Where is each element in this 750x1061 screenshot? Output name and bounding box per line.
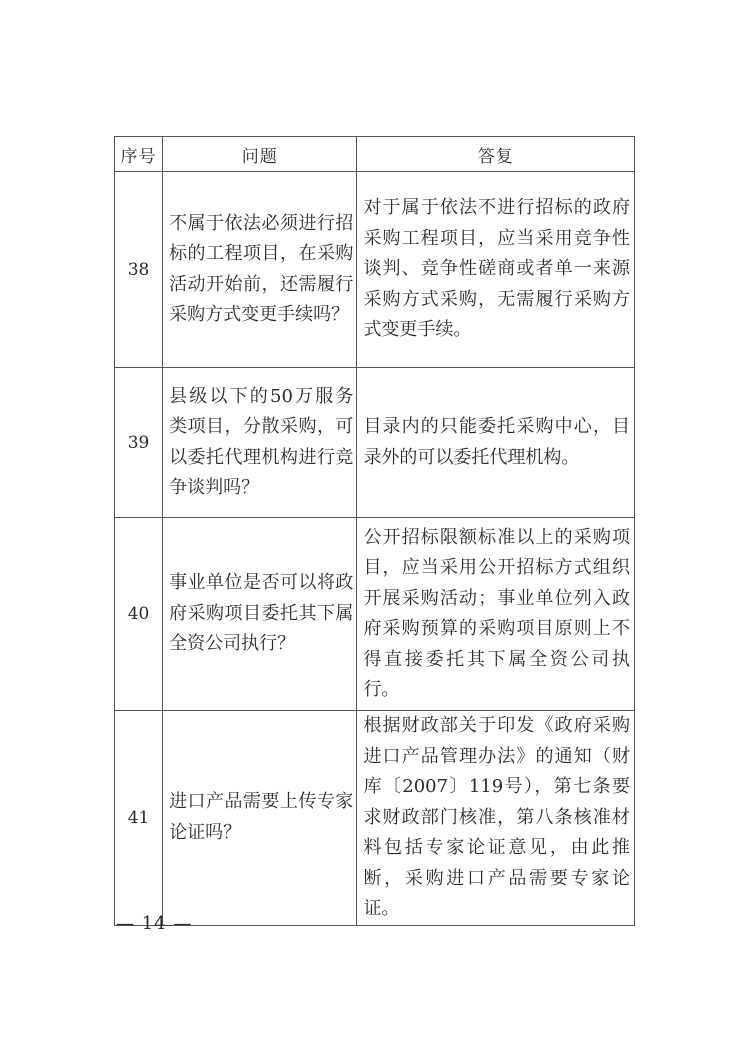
question-cell bbox=[163, 368, 357, 518]
header-answer: 答复 bbox=[357, 137, 635, 172]
table-row bbox=[115, 711, 635, 926]
answer-cell bbox=[357, 172, 635, 368]
question-cell bbox=[163, 518, 357, 711]
header-question: 问题 bbox=[163, 137, 357, 172]
page-number: — 14 — bbox=[116, 913, 193, 934]
question-text: 不属于依法必须进行招标的工程项目，在采购活动开始前，还需履行采购方式变更手续吗？ bbox=[169, 212, 354, 325]
table-row bbox=[115, 172, 635, 368]
table-header-row bbox=[115, 137, 635, 172]
question-text: 县级以下的50万服务类项目，分散采购，可以委托代理机构进行竞争谈判吗？ bbox=[169, 385, 354, 498]
answer-text: 根据财政部关于印发《政府采购进口产品管理办法》的通知（财库〔2007〕119号），第七条要求财政部门核准，第八条核准材料包括专家论证意见，由此推断，采购进口产品需要专家论证。 bbox=[363, 715, 630, 919]
row-number: 40 bbox=[115, 518, 163, 711]
qa-table bbox=[114, 136, 635, 926]
question-cell bbox=[163, 711, 357, 926]
header-number: 序号 bbox=[115, 137, 163, 172]
question-text: 进口产品需要上传专家论证吗？ bbox=[169, 791, 354, 843]
answer-cell bbox=[357, 368, 635, 518]
table-row bbox=[115, 518, 635, 711]
row-number: 39 bbox=[115, 368, 163, 518]
answer-cell bbox=[357, 518, 635, 711]
answer-text: 目录内的只能委托采购中心，目录外的可以委托代理机构。 bbox=[363, 416, 630, 468]
row-number: 41 bbox=[115, 711, 163, 926]
question-text: 事业单位是否可以将政府采购项目委托其下属全资公司执行？ bbox=[169, 572, 354, 655]
question-cell bbox=[163, 172, 357, 368]
table-row bbox=[115, 368, 635, 518]
answer-text: 对于属于依法不进行招标的政府采购工程项目，应当采用竞争性谈判、竞争性磋商或者单一来源采购方式采购，无需履行采购方式变更手续。 bbox=[363, 197, 630, 341]
answer-text: 公开招标限额标准以上的采购项目，应当采用公开招标方式组织开展采购活动；事业单位列入政府采购预算的采购项目原则上不得直接委托其下属全资公司执行。 bbox=[363, 526, 630, 700]
row-number: 38 bbox=[115, 172, 163, 368]
answer-cell bbox=[357, 711, 635, 926]
